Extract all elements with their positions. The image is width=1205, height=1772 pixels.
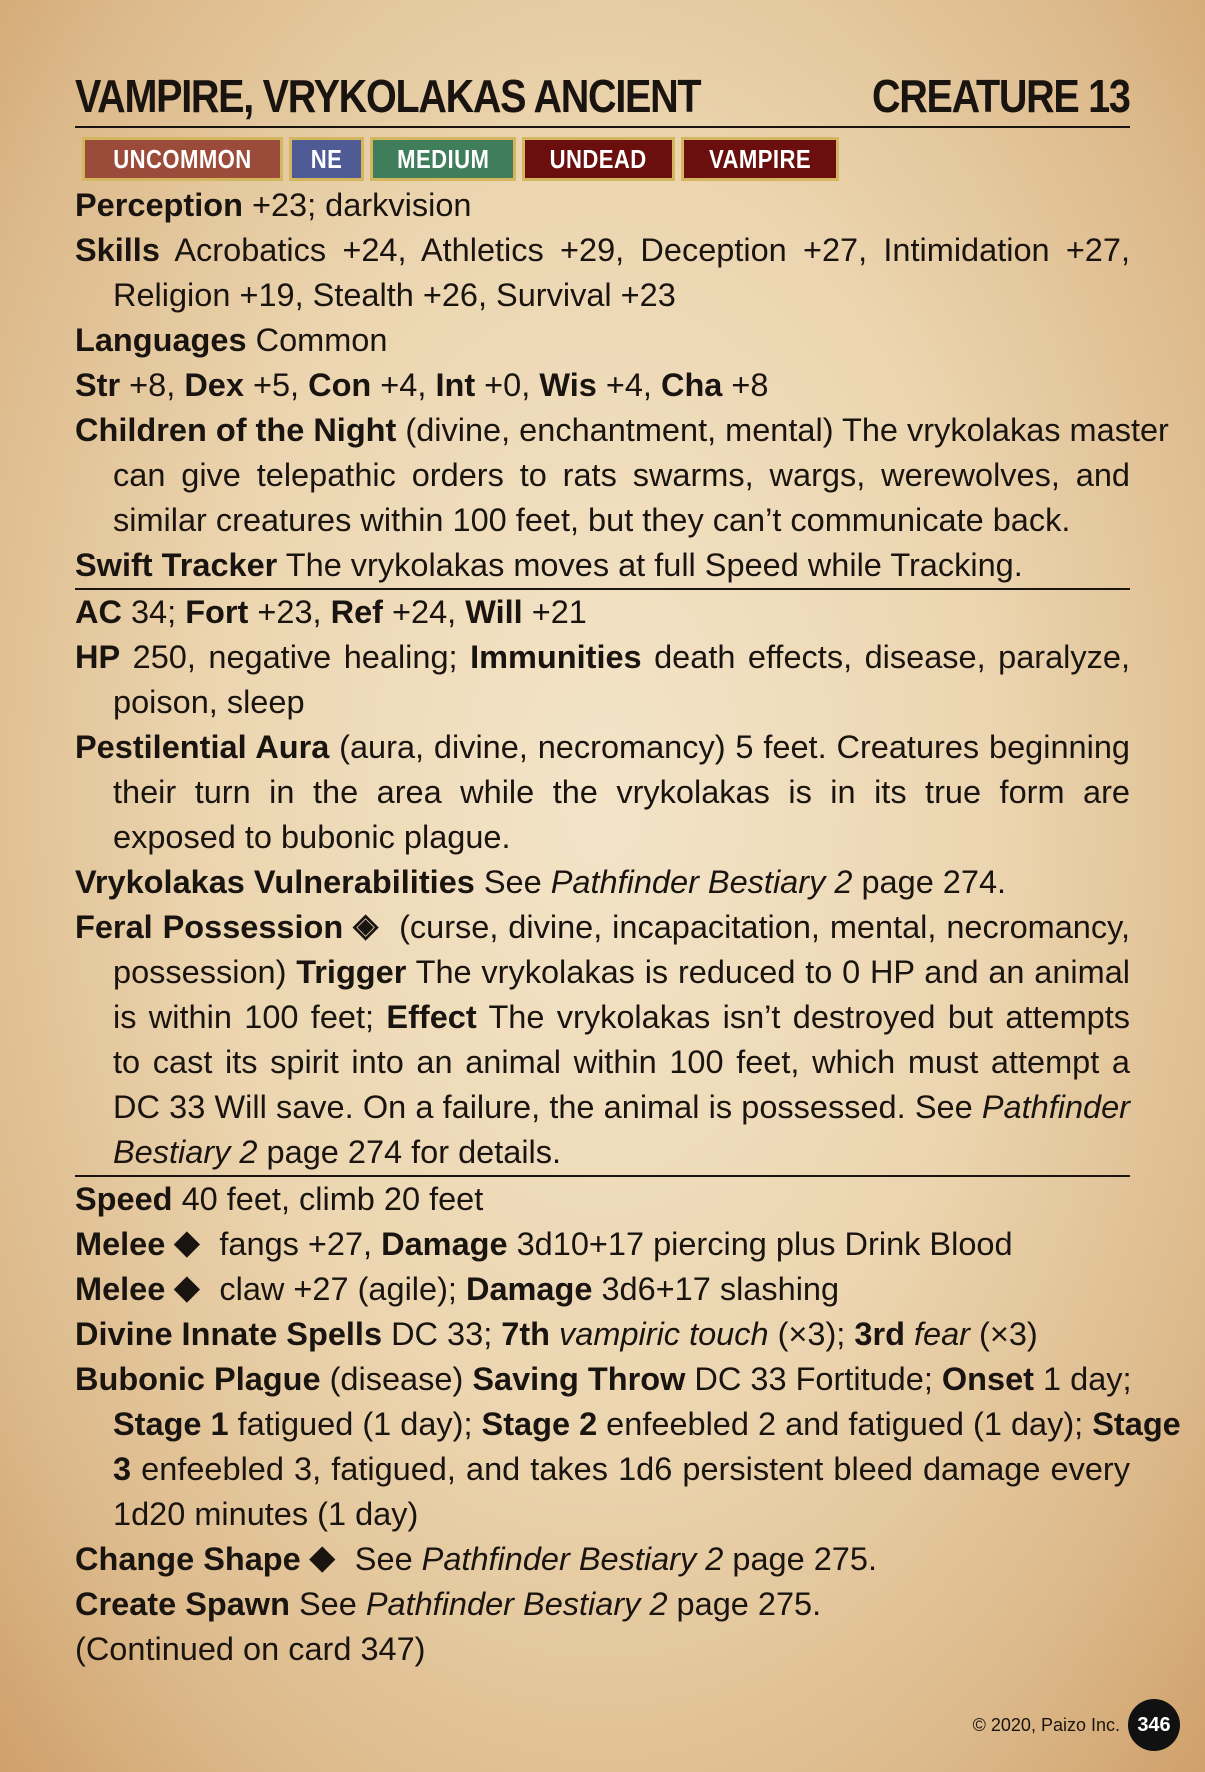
- melee-fangs-line: Melee ◆ fangs +27, Damage 3d10+17 piercing plus Drink Blood: [75, 1222, 1130, 1267]
- pestilential-aura-line: Pestilential Aura (aura, divine, necromancy) 5 feet. Creatures beginning: [75, 729, 1130, 765]
- feral-possession-cont: Bestiary 2 page 274 for details.: [113, 1134, 562, 1170]
- trait-size: MEDIUM: [370, 137, 516, 181]
- stat-block-header: [75, 68, 1130, 128]
- vulnerabilities-line: Vrykolakas Vulnerabilities See Pathfinder Bestiary 2 page 274.: [75, 864, 1007, 900]
- feral-possession-cont: to cast its spirit into an animal within 100 feet, which must attempt a: [113, 1044, 1130, 1080]
- card-footer: [950, 1700, 1180, 1750]
- reaction-action-icon: ◈: [353, 907, 379, 943]
- skills-line-cont: Religion +19, Stealth +26, Survival +23: [113, 277, 676, 313]
- feral-possession-cont: DC 33 Will save. On a failure, the animal is possessed. See Pathfinder: [113, 1089, 1130, 1125]
- hp-line: HP 250, negative healing; Immunities death effects, disease, paralyze,: [75, 639, 1130, 675]
- speed-line: Speed 40 feet, climb 20 feet: [75, 1181, 484, 1217]
- feral-possession-line: Feral Possession ◈ (curse, divine, incapacitation, mental, necromancy,: [75, 905, 1130, 950]
- creature-level: CREATURE 13: [872, 70, 1130, 122]
- skills-line: Skills Acrobatics +24, Athletics +29, Deception +27, Intimidation +27,: [75, 232, 1130, 268]
- stat-lines: [75, 183, 1181, 1672]
- trait-row: [82, 137, 1130, 181]
- single-action-icon: ◆: [174, 1224, 200, 1260]
- trait-vampire: VAMPIRE: [681, 137, 839, 181]
- copyright: © 2020, Paizo Inc.: [972, 1714, 1120, 1735]
- children-of-the-night-cont: similar creatures within 100 feet, but they can’t communicate back.: [113, 502, 1071, 538]
- melee-claw-line: Melee ◆ claw +27 (agile); Damage 3d6+17 slashing: [75, 1267, 1130, 1312]
- bubonic-plague-line: Bubonic Plague (disease) Saving Throw DC 33 Fortitude; Onset 1 day;: [75, 1361, 1132, 1397]
- swift-tracker-line: Swift Tracker The vrykolakas moves at full Speed while Tracking.: [75, 547, 1023, 583]
- innate-spells-line: Divine Innate Spells DC 33; 7th vampiric touch (×3); 3rd fear (×3): [75, 1316, 1038, 1352]
- feral-possession-cont: possession) Trigger The vrykolakas is reduced to 0 HP and an animal: [113, 954, 1131, 990]
- feral-possession-cont: is within 100 feet; Effect The vrykolakas isn’t destroyed but attempts: [113, 999, 1130, 1035]
- hp-line-cont: poison, sleep: [113, 684, 305, 720]
- bubonic-plague-cont: 1d20 minutes (1 day): [113, 1496, 419, 1532]
- pestilential-aura-cont: exposed to bubonic plague.: [113, 819, 511, 855]
- continued-note: (Continued on card 347): [75, 1631, 426, 1667]
- children-of-the-night-line: Children of the Night (divine, enchantment, mental) The vrykolakas master: [75, 412, 1169, 448]
- creature-name: VAMPIRE, VRYKOLAKAS ANCIENT: [75, 70, 701, 122]
- stat-block-card: [75, 68, 1181, 1672]
- defenses-line: AC 34; Fort +23, Ref +24, Will +21: [75, 594, 587, 630]
- bubonic-plague-cont: Stage 1 fatigued (1 day); Stage 2 enfeebled 2 and fatigued (1 day); Stage: [113, 1406, 1181, 1442]
- pestilential-aura-cont: their turn in the area while the vrykolakas is in its true form are: [113, 774, 1130, 810]
- perception-line: Perception +23; darkvision: [75, 187, 472, 223]
- card-number-badge: 346: [1128, 1699, 1180, 1751]
- single-action-icon: ◆: [174, 1269, 200, 1305]
- change-shape-line: Change Shape ◆ See Pathfinder Bestiary 2 page 275.: [75, 1537, 1130, 1582]
- abilities-line: Str +8, Dex +5, Con +4, Int +0, Wis +4, Cha +8: [75, 367, 769, 403]
- trait-alignment: NE: [289, 137, 364, 181]
- create-spawn-line: Create Spawn See Pathfinder Bestiary 2 page 275.: [75, 1586, 822, 1622]
- trait-undead: UNDEAD: [522, 137, 674, 181]
- children-of-the-night-cont: can give telepathic orders to rats swarms, wargs, werewolves, and: [113, 457, 1130, 493]
- trait-uncommon: UNCOMMON: [82, 137, 283, 181]
- languages-line: Languages Common: [75, 322, 388, 358]
- single-action-icon: ◆: [309, 1539, 335, 1575]
- bubonic-plague-cont: 3 enfeebled 3, fatigued, and takes 1d6 persistent bleed damage every: [113, 1451, 1130, 1487]
